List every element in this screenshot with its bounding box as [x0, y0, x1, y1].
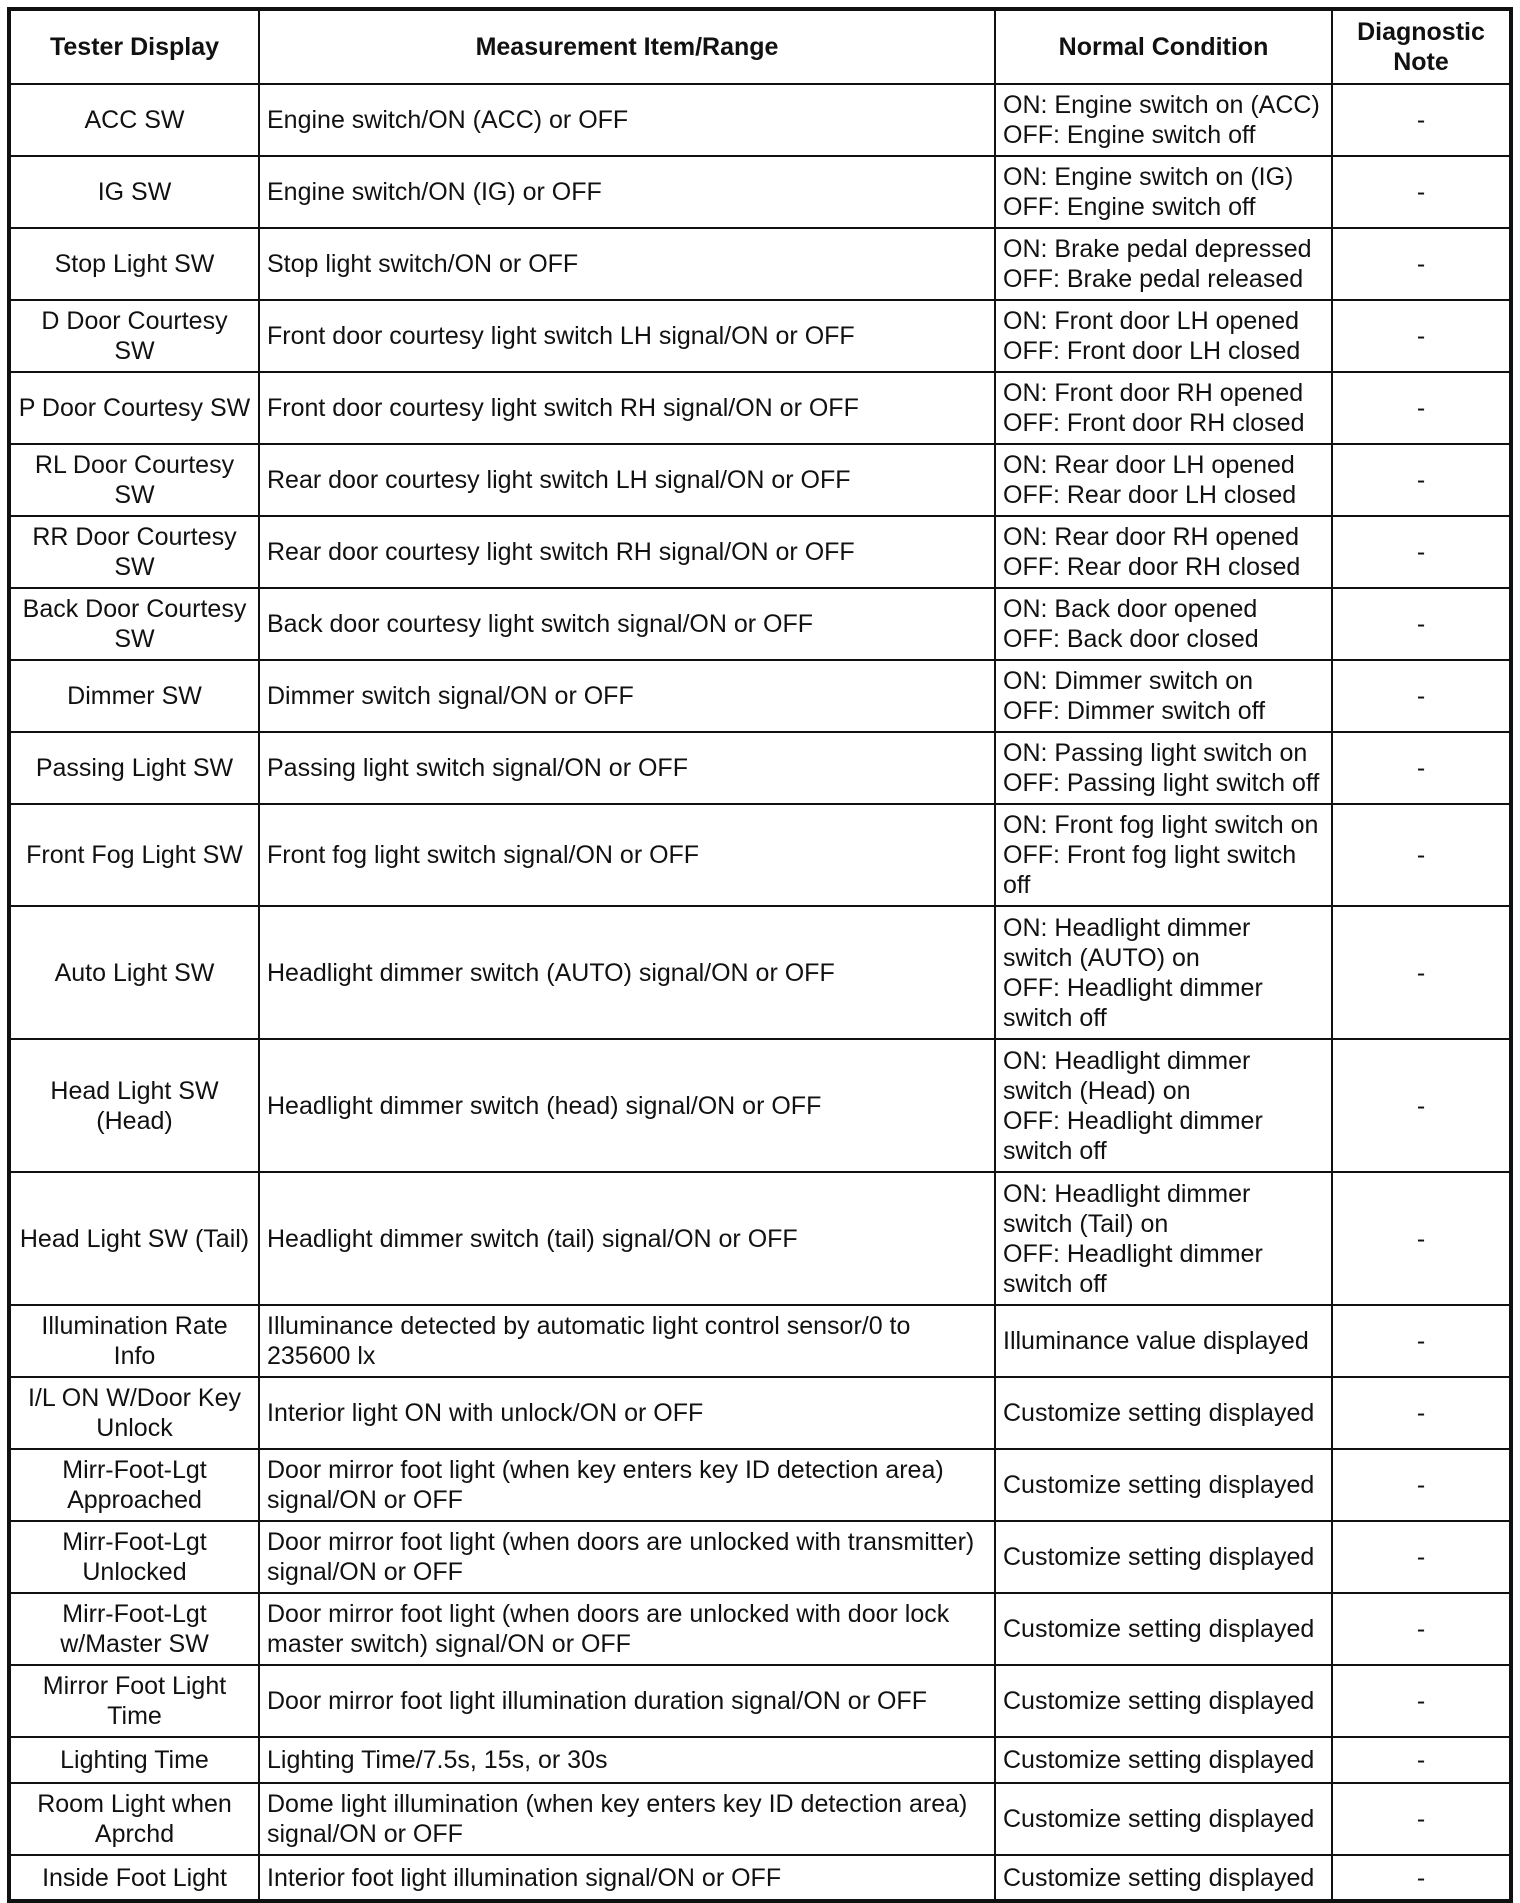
- table-row: [9, 1305, 1511, 1377]
- measurement-item-cell: Door mirror foot light (when doors are unlocked with transmitter) signal/ON or OFF: [259, 1521, 995, 1593]
- measurement-item-cell: Back door courtesy light switch signal/ON or OFF: [259, 588, 995, 660]
- data-list-table: [7, 7, 1513, 1903]
- measurement-item-cell: Illuminance detected by automatic light control sensor/0 to 235600 lx: [259, 1305, 995, 1377]
- tester-display-cell: Head Light SW (Tail): [9, 1172, 259, 1305]
- table-row: [9, 588, 1511, 660]
- normal-condition-line: ON: Headlight dimmer switch (AUTO) on: [1003, 913, 1251, 972]
- normal-condition-line: Customize setting displayed: [1003, 1399, 1315, 1427]
- table-row: [9, 1377, 1511, 1449]
- normal-condition-line: ON: Passing light switch on: [1003, 739, 1308, 767]
- table-row: [9, 516, 1511, 588]
- normal-condition-line: OFF: Engine switch off: [1003, 193, 1256, 221]
- table-row: [9, 1521, 1511, 1593]
- normal-condition-cell: [995, 372, 1332, 444]
- diagnostic-note-cell: -: [1332, 444, 1511, 516]
- normal-condition-line: OFF: Rear door RH closed: [1003, 553, 1301, 581]
- normal-condition-line: OFF: Headlight dimmer switch off: [1003, 973, 1263, 1032]
- normal-condition-cell: [995, 156, 1332, 228]
- table-row: [9, 228, 1511, 300]
- normal-condition-cell: [995, 732, 1332, 804]
- diagnostic-note-cell: -: [1332, 84, 1511, 156]
- tester-display-cell: Inside Foot Light: [9, 1855, 259, 1901]
- normal-condition-cell: [995, 1737, 1332, 1783]
- table-row: [9, 372, 1511, 444]
- normal-condition-line: ON: Engine switch on (IG): [1003, 163, 1294, 191]
- measurement-item-cell: Dome light illumination (when key enters key ID detection area) signal/ON or OFF: [259, 1783, 995, 1855]
- normal-condition-cell: [995, 1172, 1332, 1305]
- tester-display-cell: RL Door Courtesy SW: [9, 444, 259, 516]
- diagnostic-note-cell: -: [1332, 1305, 1511, 1377]
- normal-condition-cell: [995, 516, 1332, 588]
- table-row: [9, 1783, 1511, 1855]
- table-row: [9, 660, 1511, 732]
- normal-condition-line: OFF: Front fog light switch off: [1003, 841, 1297, 899]
- tester-display-cell: IG SW: [9, 156, 259, 228]
- header-diagnostic-note: Diagnostic Note: [1332, 9, 1511, 84]
- tester-display-cell: Stop Light SW: [9, 228, 259, 300]
- normal-condition-cell: [995, 300, 1332, 372]
- tester-display-cell: Front Fog Light SW: [9, 804, 259, 906]
- normal-condition-line: ON: Headlight dimmer switch (Head) on: [1003, 1046, 1251, 1105]
- normal-condition-line: Customize setting displayed: [1003, 1746, 1315, 1774]
- normal-condition-cell: [995, 1305, 1332, 1377]
- header-tester-display: Tester Display: [9, 9, 259, 84]
- measurement-item-cell: Rear door courtesy light switch RH signal/ON or OFF: [259, 516, 995, 588]
- diagnostic-note-cell: -: [1332, 1377, 1511, 1449]
- normal-condition-line: OFF: Headlight dimmer switch off: [1003, 1106, 1263, 1165]
- normal-condition-line: ON: Brake pedal depressed: [1003, 235, 1312, 263]
- normal-condition-line: OFF: Engine switch off: [1003, 121, 1256, 149]
- measurement-item-cell: Front fog light switch signal/ON or OFF: [259, 804, 995, 906]
- normal-condition-cell: [995, 84, 1332, 156]
- tester-display-cell: Room Light when Aprchd: [9, 1783, 259, 1855]
- diagnostic-note-cell: -: [1332, 1521, 1511, 1593]
- table-row: [9, 906, 1511, 1039]
- table-row: [9, 1593, 1511, 1665]
- normal-condition-cell: [995, 1039, 1332, 1172]
- normal-condition-cell: [995, 588, 1332, 660]
- measurement-item-cell: Lighting Time/7.5s, 15s, or 30s: [259, 1737, 995, 1783]
- tester-display-cell: Mirr-Foot-Lgt w/Master SW: [9, 1593, 259, 1665]
- diagnostic-note-cell: -: [1332, 1737, 1511, 1783]
- normal-condition-line: Customize setting displayed: [1003, 1863, 1315, 1892]
- normal-condition-cell: [995, 660, 1332, 732]
- normal-condition-line: OFF: Brake pedal released: [1003, 265, 1304, 293]
- normal-condition-line: ON: Front fog light switch on: [1003, 811, 1319, 839]
- table-row: [9, 732, 1511, 804]
- normal-condition-cell: [995, 804, 1332, 906]
- tester-display-cell: Mirror Foot Light Time: [9, 1665, 259, 1737]
- diagnostic-note-cell: -: [1332, 156, 1511, 228]
- tester-display-cell: Mirr-Foot-Lgt Unlocked: [9, 1521, 259, 1593]
- table-row: [9, 1737, 1511, 1783]
- diagnostic-note-cell: -: [1332, 516, 1511, 588]
- normal-condition-line: Illuminance value displayed: [1003, 1327, 1309, 1355]
- measurement-item-cell: Passing light switch signal/ON or OFF: [259, 732, 995, 804]
- normal-condition-line: Customize setting displayed: [1003, 1687, 1315, 1715]
- diagnostic-note-cell: -: [1332, 300, 1511, 372]
- diagnostic-note-cell: -: [1332, 1783, 1511, 1855]
- tester-display-cell: ACC SW: [9, 84, 259, 156]
- normal-condition-line: OFF: Front door LH closed: [1003, 337, 1301, 365]
- tester-display-cell: D Door Courtesy SW: [9, 300, 259, 372]
- normal-condition-line: ON: Rear door RH opened: [1003, 523, 1299, 551]
- normal-condition-line: Customize setting displayed: [1003, 1615, 1315, 1643]
- table-row: [9, 300, 1511, 372]
- measurement-item-cell: Interior foot light illumination signal/ON or OFF: [259, 1855, 995, 1901]
- normal-condition-line: ON: Dimmer switch on: [1003, 667, 1254, 695]
- measurement-item-cell: Headlight dimmer switch (head) signal/ON or OFF: [259, 1039, 995, 1172]
- diagnostic-note-cell: -: [1332, 1039, 1511, 1172]
- tester-display-cell: Auto Light SW: [9, 906, 259, 1039]
- measurement-item-cell: Door mirror foot light (when key enters key ID detection area) signal/ON or OFF: [259, 1449, 995, 1521]
- diagnostic-note-cell: -: [1332, 1449, 1511, 1521]
- normal-condition-line: ON: Front door RH opened: [1003, 379, 1304, 407]
- measurement-item-cell: Headlight dimmer switch (AUTO) signal/ON or OFF: [259, 906, 995, 1039]
- normal-condition-line: ON: Engine switch on (ACC): [1003, 91, 1320, 119]
- diagnostic-note-cell: -: [1332, 906, 1511, 1039]
- normal-condition-line: Customize setting displayed: [1003, 1471, 1315, 1499]
- normal-condition-cell: [995, 1449, 1332, 1521]
- normal-condition-line: ON: Headlight dimmer switch (Tail) on: [1003, 1179, 1251, 1238]
- measurement-item-cell: Dimmer switch signal/ON or OFF: [259, 660, 995, 732]
- measurement-item-cell: Front door courtesy light switch RH signal/ON or OFF: [259, 372, 995, 444]
- normal-condition-cell: [995, 1377, 1332, 1449]
- table-row: [9, 1665, 1511, 1737]
- normal-condition-line: ON: Back door opened: [1003, 595, 1258, 623]
- normal-condition-cell: [995, 1855, 1332, 1901]
- normal-condition-line: OFF: Back door closed: [1003, 625, 1259, 653]
- normal-condition-line: OFF: Headlight dimmer switch off: [1003, 1239, 1263, 1298]
- measurement-item-cell: Engine switch/ON (IG) or OFF: [259, 156, 995, 228]
- tester-display-cell: RR Door Courtesy SW: [9, 516, 259, 588]
- normal-condition-line: Customize setting displayed: [1003, 1805, 1315, 1833]
- measurement-item-cell: Interior light ON with unlock/ON or OFF: [259, 1377, 995, 1449]
- table-row: [9, 156, 1511, 228]
- measurement-item-cell: Door mirror foot light illumination duration signal/ON or OFF: [259, 1665, 995, 1737]
- normal-condition-line: OFF: Passing light switch off: [1003, 769, 1320, 797]
- table-row: [9, 1172, 1511, 1305]
- table-row: [9, 1449, 1511, 1521]
- measurement-item-cell: Headlight dimmer switch (tail) signal/ON or OFF: [259, 1172, 995, 1305]
- normal-condition-cell: [995, 228, 1332, 300]
- table-row: [9, 804, 1511, 906]
- measurement-item-cell: Door mirror foot light (when doors are unlocked with door lock master switch) signal/ON or OFF: [259, 1593, 995, 1665]
- measurement-item-cell: Front door courtesy light switch LH signal/ON or OFF: [259, 300, 995, 372]
- diagnostic-note-cell: -: [1332, 1855, 1511, 1901]
- diagnostic-note-cell: -: [1332, 588, 1511, 660]
- diagnostic-note-cell: -: [1332, 372, 1511, 444]
- diagnostic-note-cell: -: [1332, 660, 1511, 732]
- tester-display-cell: Lighting Time: [9, 1737, 259, 1783]
- header-measurement-item: Measurement Item/Range: [259, 9, 995, 84]
- tester-display-cell: Back Door Courtesy SW: [9, 588, 259, 660]
- tester-display-cell: Head Light SW (Head): [9, 1039, 259, 1172]
- diagnostic-note-cell: -: [1332, 1593, 1511, 1665]
- measurement-item-cell: Stop light switch/ON or OFF: [259, 228, 995, 300]
- tester-display-cell: I/L ON W/Door Key Unlock: [9, 1377, 259, 1449]
- header-normal-condition: Normal Condition: [995, 9, 1332, 84]
- tester-display-cell: Illumination Rate Info: [9, 1305, 259, 1377]
- normal-condition-line: OFF: Front door RH closed: [1003, 409, 1305, 437]
- tester-display-cell: Mirr-Foot-Lgt Approached: [9, 1449, 259, 1521]
- diagnostic-note-cell: -: [1332, 228, 1511, 300]
- table-row: [9, 444, 1511, 516]
- diagnostic-note-cell: -: [1332, 804, 1511, 906]
- normal-condition-cell: [995, 1783, 1332, 1855]
- normal-condition-cell: [995, 1593, 1332, 1665]
- diagnostic-note-cell: -: [1332, 1665, 1511, 1737]
- table-row: [9, 84, 1511, 156]
- normal-condition-line: Customize setting displayed: [1003, 1543, 1315, 1571]
- tester-display-cell: Passing Light SW: [9, 732, 259, 804]
- normal-condition-line: ON: Front door LH opened: [1003, 307, 1299, 335]
- table-row: [9, 1855, 1511, 1901]
- measurement-item-cell: Rear door courtesy light switch LH signal/ON or OFF: [259, 444, 995, 516]
- table-body: [9, 84, 1511, 1901]
- normal-condition-cell: [995, 906, 1332, 1039]
- normal-condition-line: OFF: Dimmer switch off: [1003, 697, 1266, 725]
- normal-condition-line: OFF: Rear door LH closed: [1003, 481, 1297, 509]
- normal-condition-cell: [995, 1665, 1332, 1737]
- table-header-row: [9, 9, 1511, 84]
- tester-display-cell: P Door Courtesy SW: [9, 372, 259, 444]
- measurement-item-cell: Engine switch/ON (ACC) or OFF: [259, 84, 995, 156]
- normal-condition-line: ON: Rear door LH opened: [1003, 451, 1295, 479]
- data-list-table-container: [7, 7, 1513, 1903]
- normal-condition-cell: [995, 444, 1332, 516]
- table-row: [9, 1039, 1511, 1172]
- diagnostic-note-cell: -: [1332, 732, 1511, 804]
- tester-display-cell: Dimmer SW: [9, 660, 259, 732]
- normal-condition-cell: [995, 1521, 1332, 1593]
- diagnostic-note-cell: -: [1332, 1172, 1511, 1305]
